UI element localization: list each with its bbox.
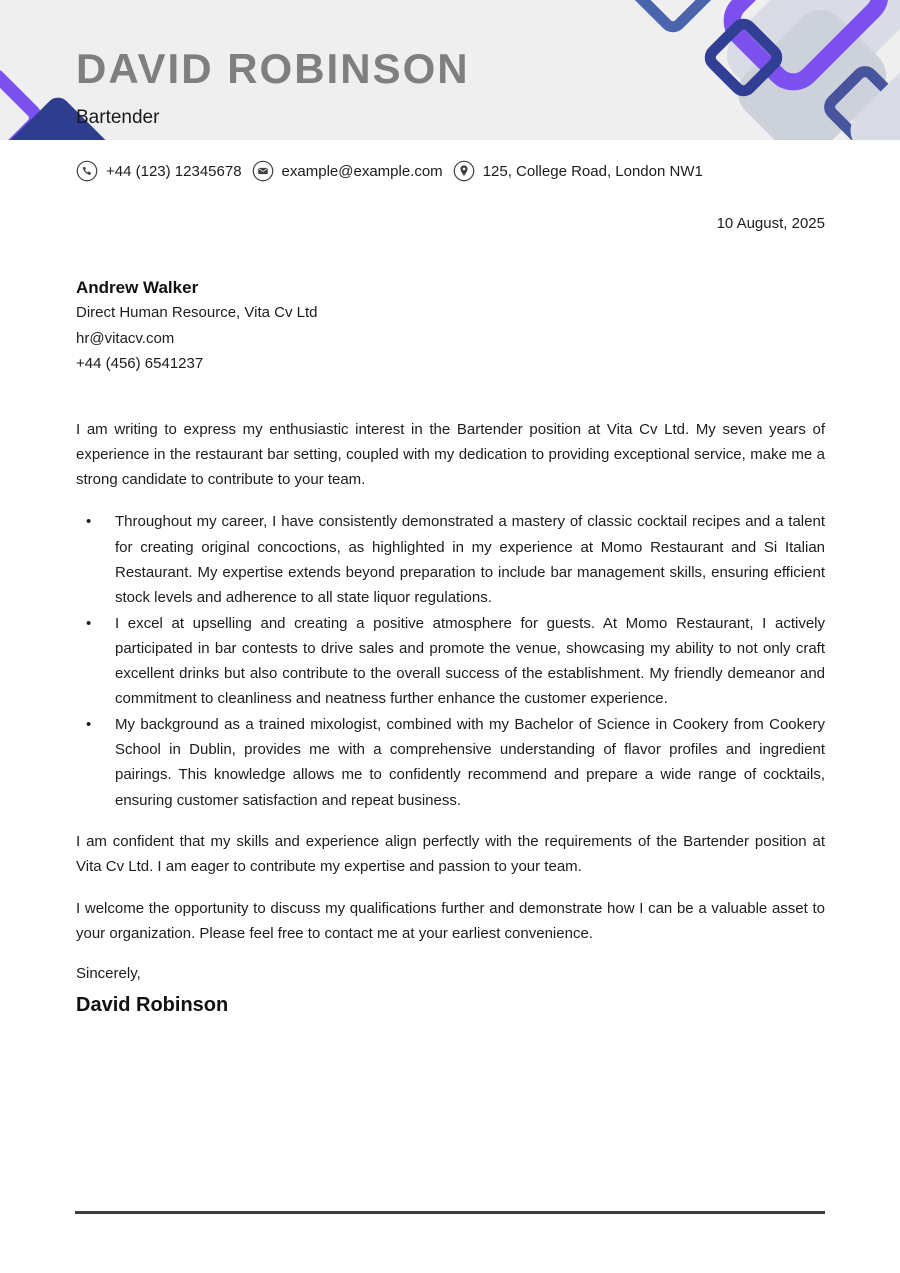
contact-email-value: example@example.com <box>281 162 443 180</box>
closing-paragraph-1: I am confident that my skills and experience align perfectly with the requirements of the Bartender position at Vita Cv Ltd. I am eager to contribute my expertise and passion to your team. <box>76 832 825 876</box>
contact-address <box>453 160 703 182</box>
person-name: DAVID ROBINSON <box>76 45 470 92</box>
list-item: • I excel at upselling and creating a positive atmosphere for guests. At Momo Restaurant, I actively participated in bar contests to drive sales and promote the venue, showcasing my ability to not only craft excellent drinks but also contribute to the overall success of the establishment. My friendly demeanor and commitment to cleanliness and neatness further enhance the customer experience. <box>76 611 825 712</box>
header <box>0 0 900 140</box>
recipient-block <box>76 276 825 377</box>
location-icon <box>453 160 475 182</box>
closing-paragraph-2: I welcome the opportunity to discuss my qualifications further and demonstrate how I can be a valuable asset to your organization. Please feel free to contact me at your earliest convenience. <box>76 899 825 942</box>
signoff: Sincerely, <box>76 965 141 983</box>
letter-date: 10 August, 2025 <box>716 215 825 232</box>
contact-email <box>252 160 443 182</box>
footer-divider <box>75 1211 825 1214</box>
phone-icon <box>76 160 98 182</box>
list-item: • My background as a trained mixologist, combined with my Bachelor of Science in Cookery from Cookery School in Dublin, provides me with a comprehensive understanding of flavor profiles and ingredient pairings. This knowledge allows me to confidently recommend and prepare a wide range of cocktails, ensuring customer satisfaction and repeat business. <box>76 712 825 813</box>
recipient-phone: +44 (456) 6541237 <box>76 355 204 372</box>
contact-phone-value: +44 (123) 12345678 <box>106 162 242 180</box>
person-role: Bartender <box>76 107 160 128</box>
letter-content <box>0 160 900 1018</box>
contact-row <box>76 160 825 182</box>
recipient-email: hr@vitacv.com <box>76 329 175 347</box>
header-text <box>76 44 470 130</box>
deco-diamond-blue-top <box>625 0 721 38</box>
recipient-title-company: Direct Human Resource, Vita Cv Ltd <box>76 304 318 321</box>
highlights-list <box>76 509 825 813</box>
list-item: • Throughout my career, I have consistently demonstrated a mastery of classic cocktail recipes and a talent for creating original concoctions, as highlighted in my experience at Momo Restaurant and Si Italian Restaurant. My expertise extends beyond preparation to include bar management skills, ensuring efficient stock levels and adherence to all state liquor regulations. <box>76 509 825 610</box>
email-icon <box>252 160 274 182</box>
intro-paragraph: I am writing to express my enthusiastic interest in the Bartender position at Vita Cv Ltd. My seven years of experience in the restaurant bar setting, coupled with my dedication to providing exceptional service, make me a strong candidate to contribute to your team. <box>76 420 825 489</box>
contact-phone <box>76 160 242 182</box>
contact-address-value: 125, College Road, London NW1 <box>482 162 703 180</box>
recipient-name: Andrew Walker <box>76 278 199 297</box>
signature-name: David Robinson <box>76 994 229 1017</box>
